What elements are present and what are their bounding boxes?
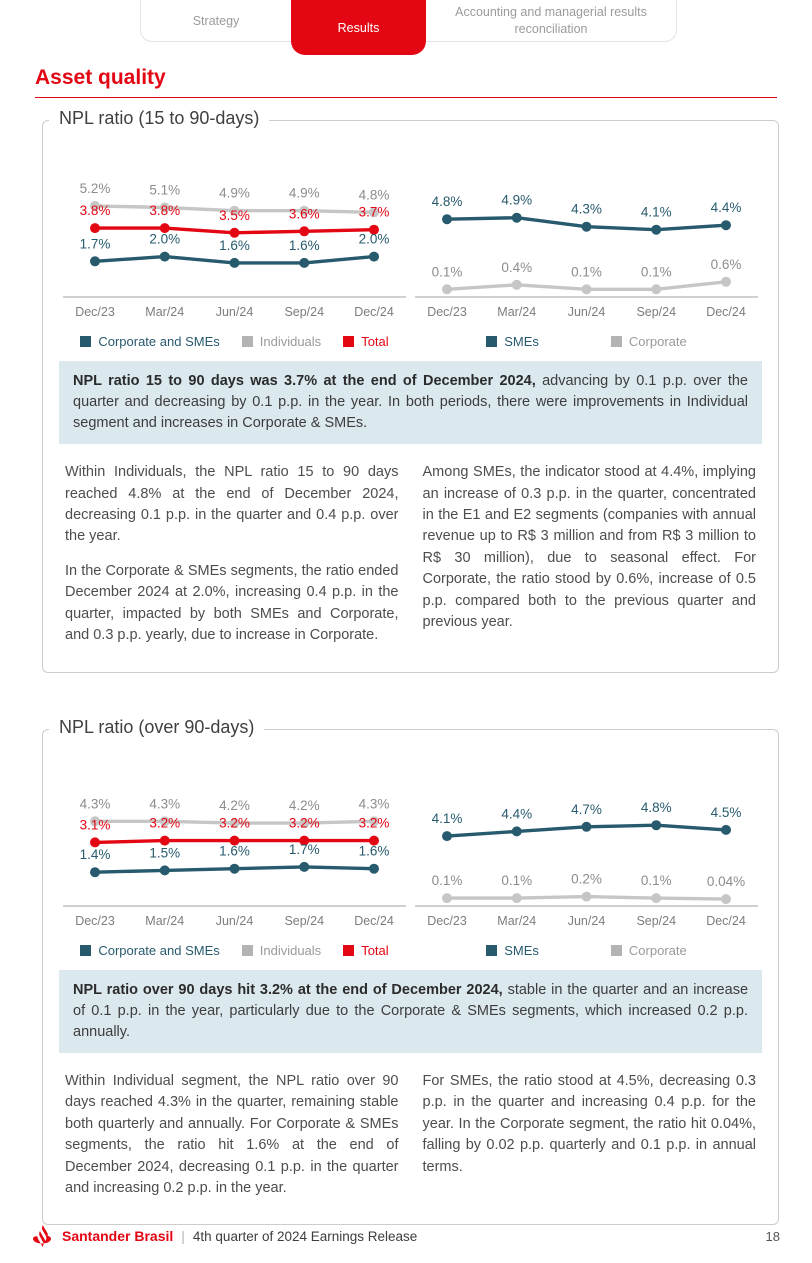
section-npl-15-90 — [42, 108, 779, 673]
data-label: 3.2% — [358, 815, 390, 831]
legend-item — [611, 943, 687, 958]
legend-label: Corporate — [628, 334, 687, 349]
data-point — [442, 284, 452, 294]
x-tick-label: Mar/24 — [497, 305, 537, 319]
data-label: 4.8% — [431, 194, 463, 210]
tab-strategy[interactable]: Strategy — [192, 13, 240, 28]
data-point — [160, 865, 170, 875]
data-point — [90, 223, 100, 233]
data-point — [582, 222, 592, 232]
x-tick-label: Sep/24 — [284, 305, 325, 319]
data-label: 5.1% — [149, 182, 181, 198]
data-point — [512, 893, 522, 903]
x-tick-label: Mar/24 — [145, 913, 185, 928]
data-label: 4.8% — [640, 799, 672, 815]
data-point — [442, 893, 452, 903]
data-point — [512, 213, 522, 223]
data-point — [230, 228, 240, 238]
tab-bar — [0, 0, 812, 58]
data-label: 1.4% — [79, 846, 111, 862]
santander-flame-icon — [30, 1225, 54, 1247]
data-point — [651, 820, 661, 830]
text-columns — [59, 460, 762, 668]
x-tick-label: Dec/24 — [354, 913, 394, 928]
data-label: 4.3% — [358, 795, 390, 811]
data-label: 2.0% — [358, 231, 390, 247]
legend-label: Corporate and SMEs — [98, 942, 220, 958]
data-label: 3.6% — [288, 206, 320, 222]
section-title-npl-over-90: NPL ratio (over 90-days) — [49, 717, 264, 738]
data-label: 3.5% — [219, 207, 250, 223]
data-point — [299, 862, 309, 872]
data-label: 4.5% — [710, 804, 742, 820]
charts-row — [59, 143, 762, 349]
data-label: 1.6% — [358, 843, 390, 859]
data-point — [582, 891, 592, 901]
legend-label: SMEs — [504, 942, 539, 958]
data-label: 4.3% — [571, 201, 602, 217]
body-paragraph: Within Individuals, the NPL ratio 15 to 90 days reached 4.8% at the end of December 2024, decreasing 0.1 p.p. in the quarter and 0.4 p.p. over the year. — [65, 464, 399, 545]
tab-results[interactable]: Results — [291, 0, 426, 55]
page-title: Asset quality — [35, 66, 777, 98]
data-label: 3.2% — [219, 815, 250, 831]
data-point — [442, 831, 452, 841]
data-label: 1.7% — [288, 841, 320, 857]
line-chart-svg — [61, 766, 408, 932]
data-point — [230, 258, 240, 268]
x-tick-label: Mar/24 — [497, 913, 537, 928]
legend-label: Corporate and SMEs — [98, 334, 220, 349]
data-label: 1.7% — [79, 236, 111, 252]
footer-separator: | — [181, 1228, 185, 1245]
x-tick-label: Dec/24 — [706, 305, 746, 319]
chart-legend — [61, 943, 408, 958]
data-point — [230, 863, 240, 873]
legend-item — [343, 334, 388, 349]
data-point — [721, 277, 731, 287]
x-tick-label: Dec/24 — [354, 305, 394, 319]
body-paragraph: Within Individual segment, the NPL ratio over 90 days reached 4.3% in the quarter, remaining stable both quarterly and annually. For Corporate & SMEs segments, the ratio hit 1.6% at the end of December 2024, decreasing 0.1 p.p. in the quarter and increasing 0.2 p.p. in the year. — [65, 1072, 399, 1196]
data-label: 1.6% — [219, 237, 250, 253]
legend-item — [343, 943, 388, 958]
text-column-right — [423, 462, 757, 660]
data-label: 4.2% — [219, 797, 250, 813]
highlight-lead: NPL ratio over 90 days hit 3.2% at the end of December 2024, — [73, 981, 503, 998]
highlight-body: stable in the quarter and an increase of 0.1 p.p. in the year, particularly due to the Corporate & SMEs segments, which increased 0.2 p.p. annually. — [73, 981, 749, 1040]
data-label: 0.1% — [640, 872, 672, 888]
x-tick-label: Dec/23 — [75, 913, 115, 928]
legend-item — [486, 334, 539, 349]
data-label: 4.7% — [571, 801, 602, 817]
data-label: 0.2% — [571, 871, 602, 887]
legend-swatch-icon — [80, 945, 91, 956]
footer-release-label: 4th quarter of 2024 Earnings Release — [192, 1228, 418, 1244]
data-point — [369, 863, 379, 873]
x-tick-label: Dec/24 — [706, 913, 746, 928]
section-title-npl-15-90: NPL ratio (15 to 90-days) — [49, 108, 269, 129]
data-label: 1.6% — [288, 237, 320, 253]
legend-label: SMEs — [504, 334, 539, 349]
text-columns — [59, 1069, 762, 1221]
legend-swatch-icon — [80, 336, 91, 347]
data-label: 0.1% — [501, 872, 533, 888]
x-tick-label: Dec/23 — [427, 305, 467, 319]
footer — [0, 1225, 812, 1263]
x-tick-label: Mar/24 — [145, 305, 185, 319]
chart-npl-15-90-consolidated — [61, 157, 408, 349]
data-point — [582, 284, 592, 294]
highlight-box-npl-15-90 — [59, 361, 762, 444]
highlight-lead: NPL ratio 15 to 90 days was 3.7% at the end of December 2024, — [73, 373, 536, 389]
legend-swatch-icon — [242, 945, 253, 956]
data-label: 3.8% — [149, 203, 181, 219]
data-label: 4.8% — [358, 187, 390, 203]
data-label: 0.6% — [710, 256, 742, 272]
x-tick-label: Sep/24 — [284, 913, 325, 928]
legend-swatch-icon — [343, 945, 354, 956]
legend-item — [486, 943, 539, 958]
x-tick-label: Jun/24 — [567, 913, 606, 928]
line-chart-svg — [413, 766, 760, 932]
data-point — [512, 826, 522, 836]
data-point — [512, 280, 522, 290]
line-chart-svg — [61, 157, 408, 323]
x-tick-label: Jun/24 — [215, 305, 254, 319]
body-paragraph: For SMEs, the ratio stood at 4.5%, decreasing 0.3 p.p. in the quarter and increasing 0.4 p.p. for the year. In the Corporate segment, the ratio hit 0.04%, falling by 0.02 p.p. quarterly and 0.1 p.p. in annual terms. — [422, 1072, 756, 1175]
legend-label: Total — [361, 334, 389, 349]
data-point — [582, 821, 592, 831]
legend-swatch-icon — [486, 945, 497, 956]
data-label: 3.7% — [358, 204, 390, 220]
legend-swatch-icon — [611, 945, 622, 956]
legend-label: Corporate — [628, 942, 687, 958]
data-label: 4.4% — [710, 200, 742, 216]
data-label: 3.1% — [79, 817, 111, 833]
data-label: 4.1% — [640, 204, 672, 220]
data-point — [651, 225, 661, 235]
chart-npl-over-90-consolidated — [61, 766, 408, 958]
data-label: 2.0% — [149, 231, 181, 247]
section-npl-over-90 — [42, 716, 779, 1226]
data-point — [442, 214, 452, 224]
data-point — [90, 256, 100, 266]
legend-item — [242, 334, 321, 349]
data-label: 0.1% — [571, 264, 602, 280]
legend-item — [80, 943, 219, 958]
x-tick-label: Dec/23 — [427, 913, 467, 928]
line-chart-svg — [413, 157, 760, 323]
data-label: 3.8% — [79, 203, 111, 219]
data-label: 0.1% — [431, 264, 463, 280]
data-point — [721, 220, 731, 230]
legend-item — [242, 943, 321, 958]
data-point — [160, 252, 170, 262]
data-label: 4.4% — [501, 806, 533, 822]
data-label: 0.04% — [706, 873, 746, 889]
legend-swatch-icon — [343, 336, 354, 347]
legend-swatch-icon — [611, 336, 622, 347]
x-tick-label: Sep/24 — [636, 913, 677, 928]
data-label: 4.1% — [431, 810, 463, 826]
data-point — [90, 867, 100, 877]
data-point — [369, 252, 379, 262]
x-tick-label: Dec/23 — [75, 305, 115, 319]
legend-swatch-icon — [242, 336, 253, 347]
data-point — [651, 893, 661, 903]
data-label: 3.2% — [288, 815, 320, 831]
tab-accounting-reconciliation[interactable]: Accounting and managerial results reconciliation — [455, 5, 647, 36]
legend-label: Individuals — [259, 942, 322, 958]
data-point — [299, 226, 309, 236]
data-label: 1.6% — [219, 843, 250, 859]
data-label: 4.9% — [219, 185, 250, 201]
data-label: 0.4% — [501, 259, 533, 275]
legend-item — [611, 334, 687, 349]
data-label: 5.2% — [79, 180, 111, 196]
highlight-body: advancing by 0.1 p.p. over the quarter and decreasing by 0.1 p.p. in the year. In both periods, there were improvements in Individual segment and increases in Corporate & SMEs. — [73, 373, 748, 432]
legend-label: Total — [361, 942, 389, 958]
x-tick-label: Sep/24 — [636, 305, 677, 319]
chart-legend — [413, 943, 760, 958]
highlight-box-npl-over-90 — [59, 970, 762, 1053]
charts-row — [59, 752, 762, 958]
data-label: 3.2% — [149, 815, 181, 831]
data-label: 4.3% — [149, 795, 181, 811]
legend-item — [80, 334, 219, 349]
data-point — [299, 258, 309, 268]
chart-npl-over-90-segments — [413, 766, 760, 958]
data-label: 4.2% — [288, 797, 320, 813]
body-paragraph: Among SMEs, the indicator stood at 4.4%, implying an increase of 0.3 p.p. in the quarter, concentrated in the E1 and E2 segments (companies with annual revenue up to R$ 3 million and from R$ 3 million to R$ 30 million), due to seasonal effect. For Corporate, the ratio stood by 0.6%, increase of 0.5 p.p. compared both to the previous quarter and previous year. — [422, 464, 756, 631]
x-tick-label: Jun/24 — [567, 305, 606, 319]
data-point — [160, 835, 170, 845]
tab-box — [140, 0, 677, 42]
x-tick-label: Jun/24 — [215, 913, 254, 928]
text-column-left — [65, 1071, 399, 1213]
data-label: 4.9% — [288, 185, 320, 201]
data-point — [721, 894, 731, 904]
data-label: 0.1% — [640, 264, 672, 280]
chart-legend — [413, 334, 760, 349]
legend-swatch-icon — [486, 336, 497, 347]
data-label: 4.3% — [79, 795, 111, 811]
chart-legend — [61, 334, 408, 349]
legend-label: Individuals — [259, 334, 322, 349]
page-number: 18 — [765, 1228, 780, 1244]
data-label: 0.1% — [431, 872, 463, 888]
text-column-left — [65, 462, 399, 660]
text-column-right — [423, 1071, 757, 1213]
data-point — [721, 825, 731, 835]
data-label: 4.9% — [501, 192, 533, 208]
chart-npl-15-90-segments — [413, 157, 760, 349]
data-point — [90, 837, 100, 847]
data-label: 1.5% — [149, 845, 181, 861]
data-point — [651, 284, 661, 294]
body-paragraph: In the Corporate & SMEs segments, the ratio ended December 2024 at 2.0%, increasing 0.4 p.p. in the quarter, impacted by both SMEs and Corporate, and 0.3 p.p. yearly, due to increase in Corporate. — [65, 562, 399, 644]
footer-brand: Santander Brasil — [62, 1228, 174, 1245]
